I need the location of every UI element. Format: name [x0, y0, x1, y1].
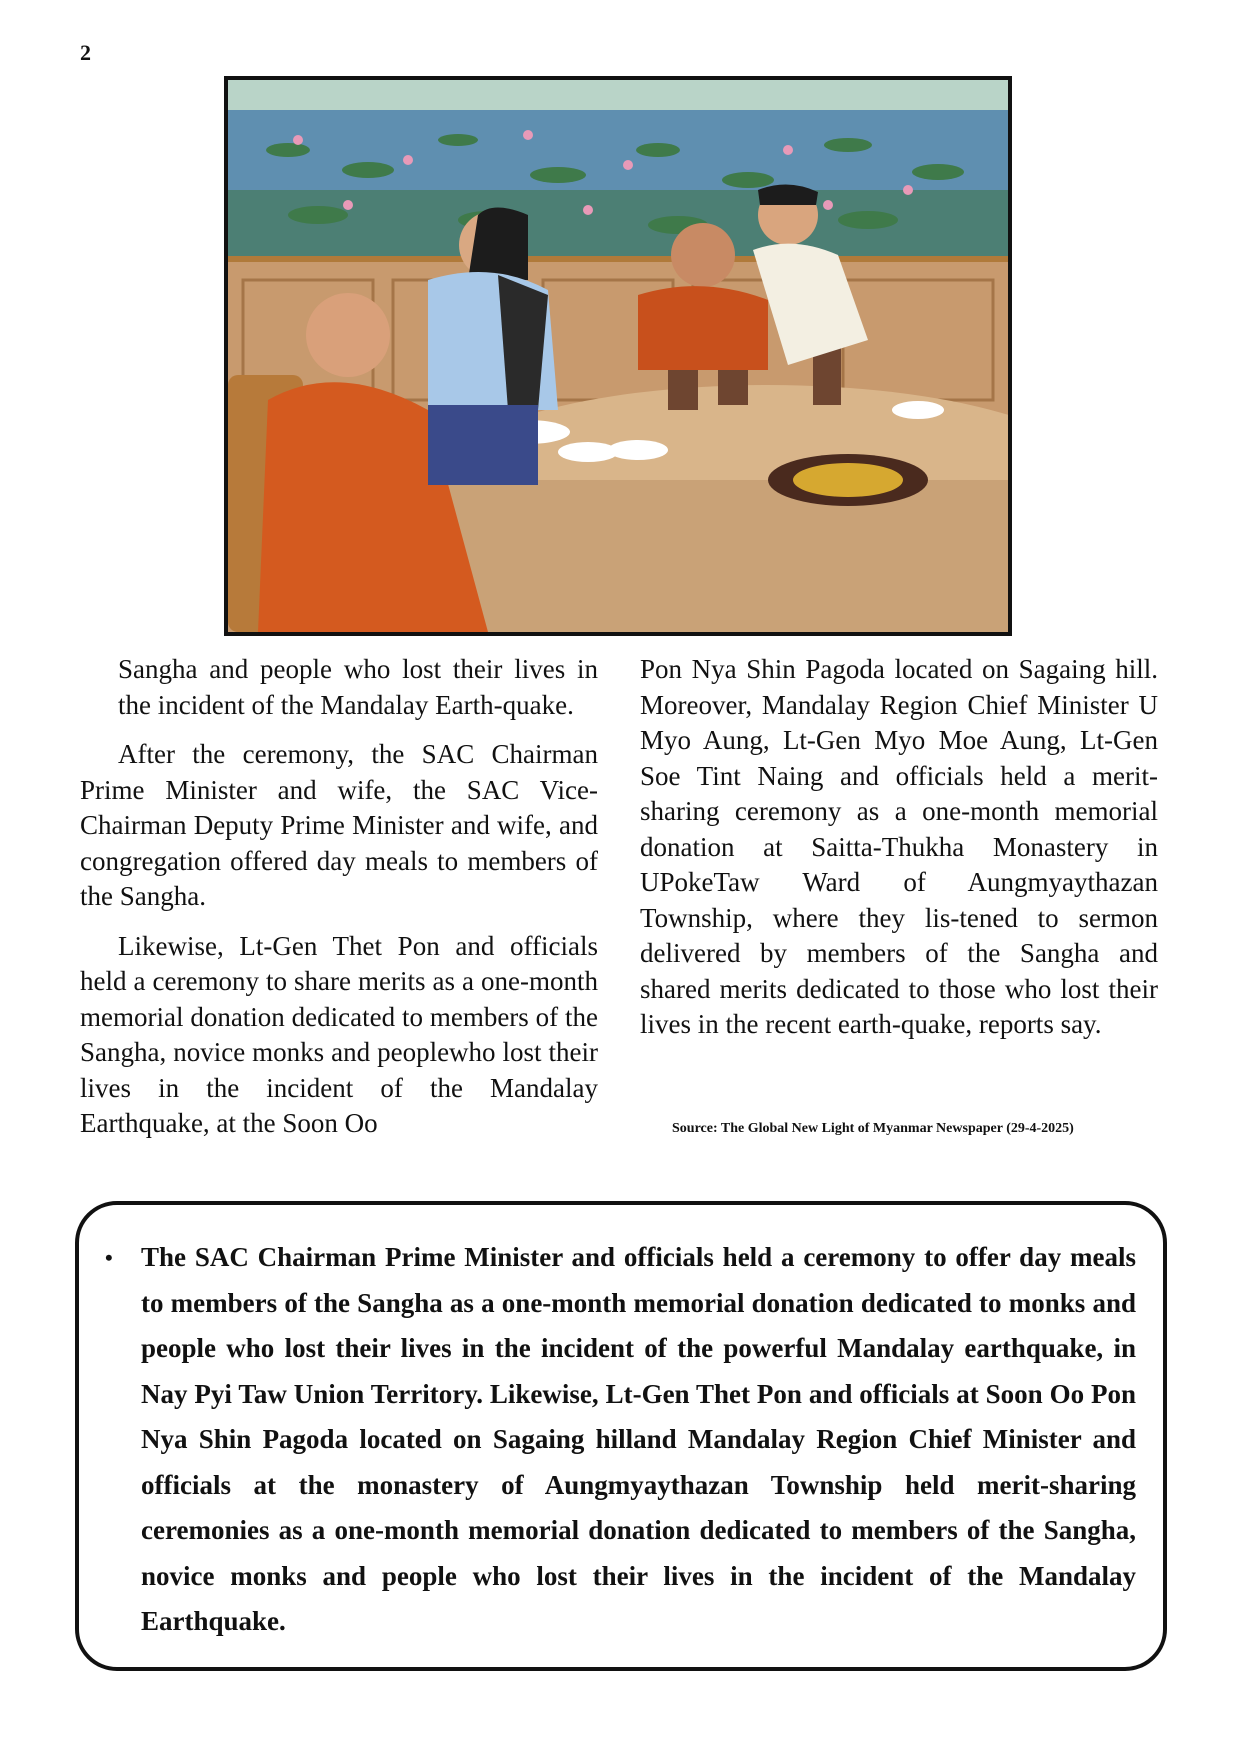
summary-text: The SAC Chairman Prime Minister and officials held a ceremony to offer day meals to members of the Sangha as a one-month memorial donation dedicated to monks and people who lost their lives in the incident of the powerful Mandalay earthquake, in Nay Pyi Taw Union Territory. Likewise, Lt-Gen Thet Pon and officials at Soon Oo Pon Nya Shin Pagoda located on Sagaing hilland Mandalay Region Chief Minister and officials at the monastery of Aungmyaythazan Township held merit-sharing ceremonies as a one-month memorial donation dedicated to members of the Sangha, novice monks and people who lost their lives in the incident of the Mandalay Earthquake. [141, 1242, 1136, 1636]
page-number: 2 [80, 40, 91, 65]
ceremony-photo [224, 76, 1012, 636]
article-paragraph: Sangha and people who lost their lives in the incident of the Mandalay Earth-quake. [118, 654, 598, 720]
article-paragraph: Pon Nya Shin Pagoda located on Sagaing hill. Moreover, Mandalay Region Chief Minister U Myo Aung, Lt-Gen Myo Moe Aung, Lt-Gen Soe Tint Naing and officials held a merit-sharing ceremony as a one-month memorial donation at Saitta-Thukha Monastery in UPokeTaw Ward of Aungmyaythazan Township, where they lis-tened to sermon delivered by members of the Sangha and shared merits dedicated to those who lost their lives in the recent earth-quake, reports say. [640, 654, 1158, 1039]
article-left-column [80, 652, 598, 1142]
bullet-icon: • [105, 1245, 113, 1270]
article-paragraph: Likewise, Lt-Gen Thet Pon and officials held a ceremony to share merits as a one-month memorial donation dedicated to members of the Sangha, novice monks and peoplewho lost their lives in the incident of the Mandalay Earthquake, at the Soon Oo [80, 930, 598, 1138]
source-citation: Source: The Global New Light of Myanmar Newspaper (29-4-2025) [672, 1121, 1074, 1136]
photo-illustration [228, 80, 1008, 632]
article-right-column [640, 652, 1158, 1043]
summary-box [75, 1201, 1167, 1671]
article-paragraph: After the ceremony, the SAC Chairman Prime Minister and wife, the SAC Vice-Chairman Deputy Prime Minister and wife, and congregation offered day meals to members of the Sangha. [80, 739, 598, 911]
summary-item [105, 1235, 1136, 1645]
